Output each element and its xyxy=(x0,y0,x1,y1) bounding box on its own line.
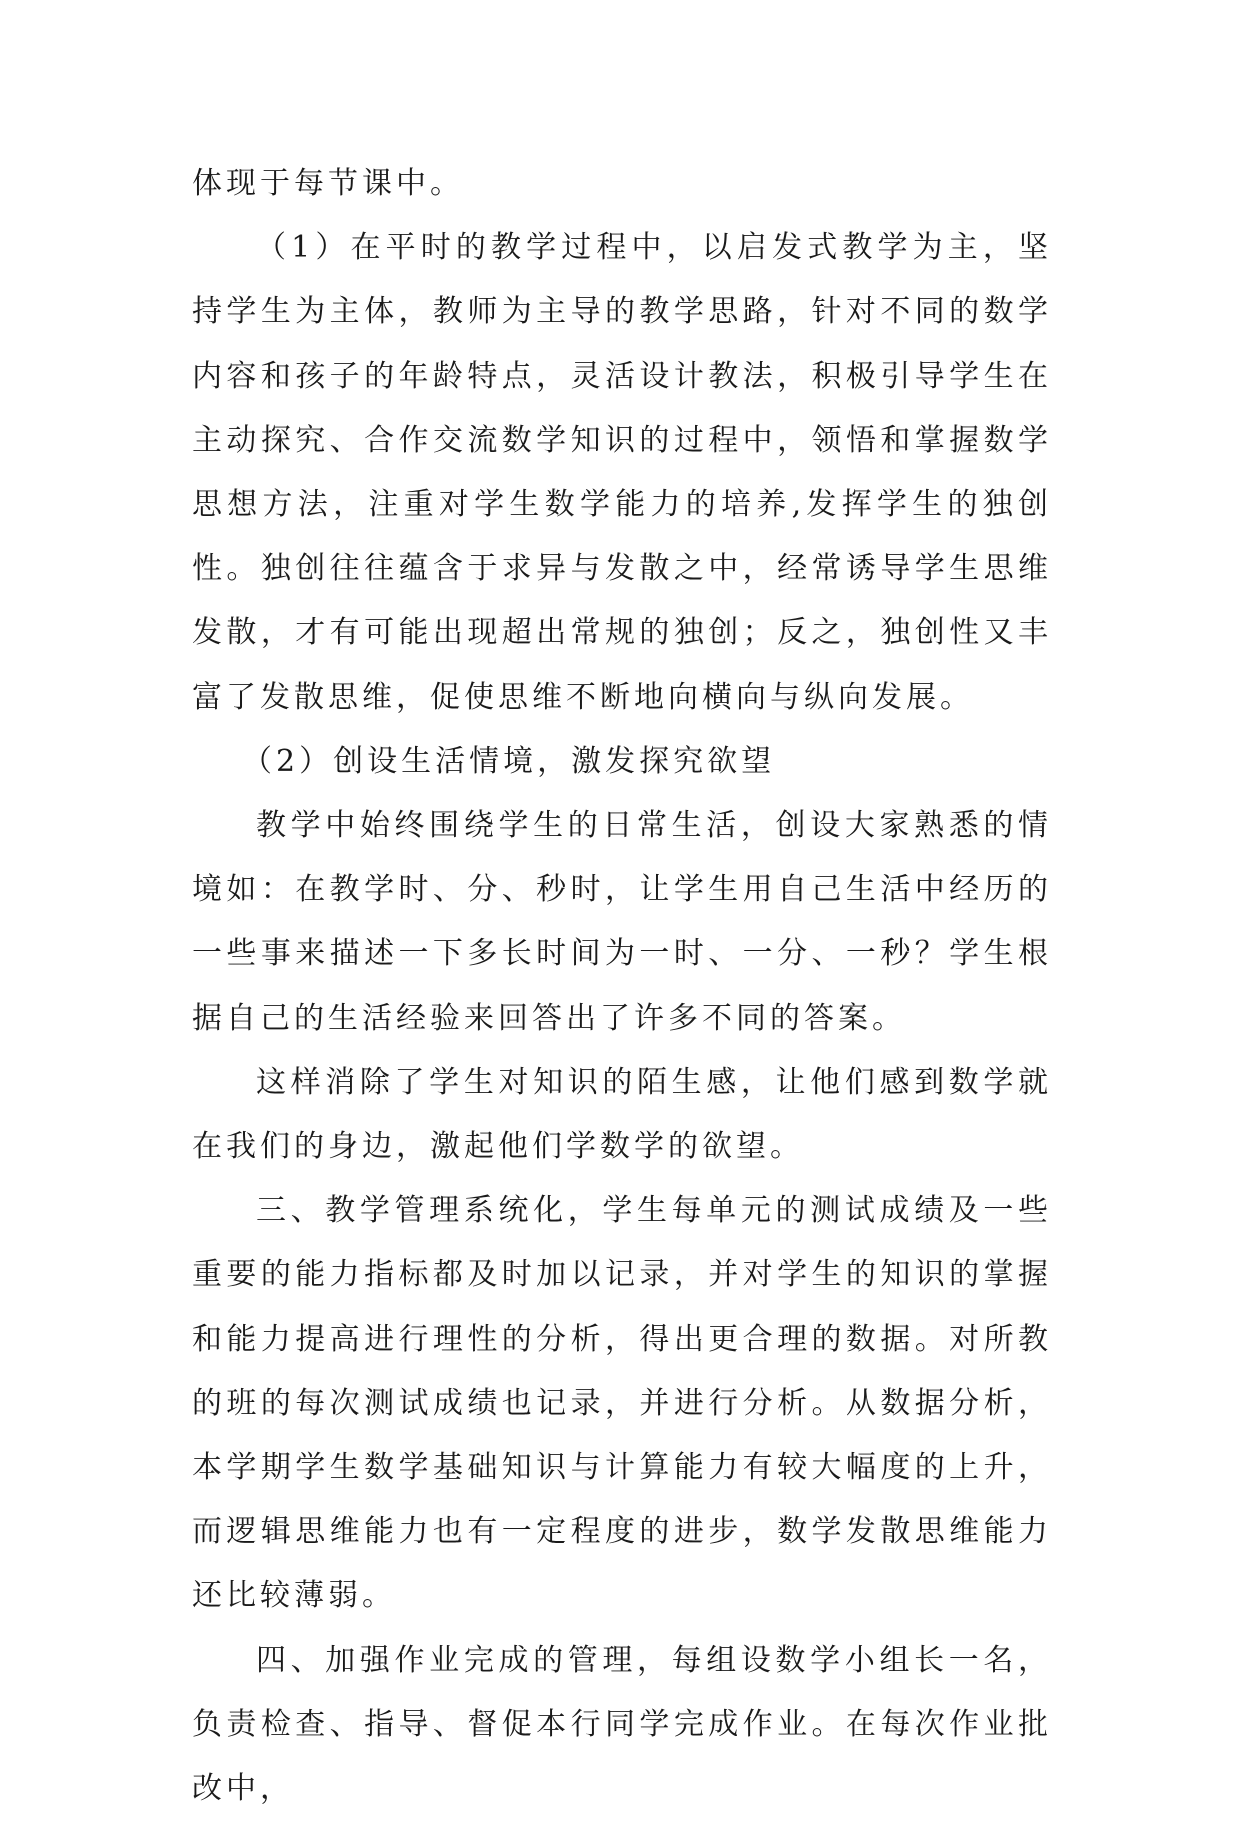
paragraph-remove-strangeness: 这样消除了学生对知识的陌生感，让他们感到数学就在我们的身边，激起他们学数学的欲望。 xyxy=(192,1064,1052,1165)
paragraph-homework-management: 四、加强作业完成的管理，每组设数学小组长一名，负责检查、指导、督促本行同学完成作业。在每次作业批改中， xyxy=(192,1642,1052,1807)
body-text xyxy=(192,152,1052,1821)
paragraph-teaching-management: 三、教学管理系统化，学生每单元的测试成绩及一些重要的能力指标都及时加以记录，并对学生的知识的掌握和能力提高进行理性的分析，得出更合理的数据。对所教的班的每次测试成绩也记录，并进行分析。从数据分析，本学期学生数学基础知识与计算能力有较大幅度的上升，而逻辑思维能力也有一定程度的进步，数学发散思维能力还比较薄弱。 xyxy=(192,1193,1052,1614)
paragraph-life-situation-heading: （2）创设生活情境，激发探究欲望 xyxy=(242,743,776,779)
paragraph-continuation: 体现于每节课中。 xyxy=(192,166,464,201)
paragraph-daily-life-example: 教学中始终围绕学生的日常生活，创设大家熟悉的情境如：在教学时、分、秒时，让学生用自己生活中经历的一些事来描述一下多长时间为一时、一分、一秒？学生根据自己的生活经验来回答出了许多不同的答案。 xyxy=(192,808,1052,1036)
paragraph-heuristic-teaching: （1）在平时的教学过程中，以启发式教学为主，坚持学生为主体，教师为主导的教学思路，针对不同的数学内容和孩子的年龄特点，灵活设计教法，积极引导学生在主动探究、合作交流数学知识的过程中，领悟和掌握数学思想方法，注重对学生数学能力的培养,发挥学生的独创性。独创往往蕴含于求异与发散之中，经常诱导学生思维发散，才有可能出现超出常规的独创；反之，独创性又丰富了发散思维，促使思维不断地向横向与纵向发展。 xyxy=(192,230,1052,715)
